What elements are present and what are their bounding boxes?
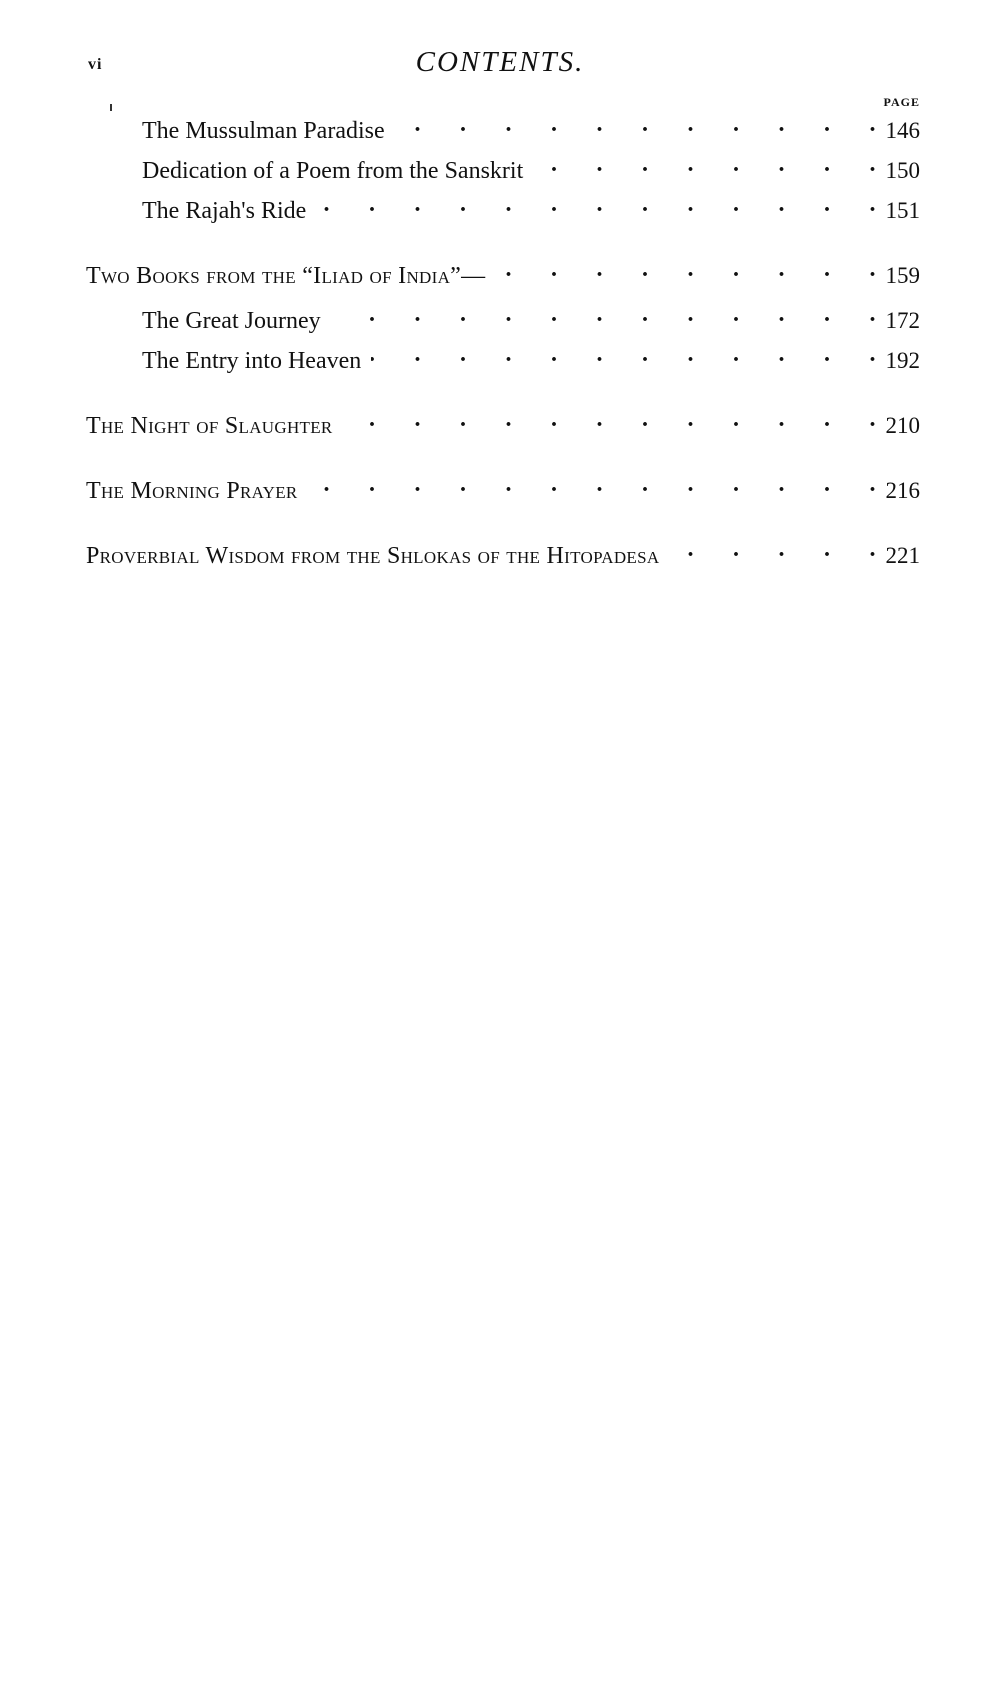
dot-leader <box>343 405 876 433</box>
entry-page-number: 216 <box>885 478 920 503</box>
toc-entry <box>142 340 920 376</box>
dot-leader <box>331 300 876 328</box>
entry-title: The Rajah's Ride <box>142 198 307 224</box>
running-head: CONTENTS. <box>415 46 585 78</box>
entry-page-number: 150 <box>885 158 920 183</box>
dot-leader <box>395 110 876 138</box>
toc-entry <box>142 300 920 336</box>
entry-title: Dedication of a Poem from the Sanskrit <box>142 158 524 184</box>
entry-title: The Night of Slaughter <box>86 413 333 439</box>
entry-title: The Morning Prayer <box>86 478 298 504</box>
entry-page-number: 151 <box>885 198 920 223</box>
toc-entry <box>86 535 920 571</box>
toc-entry <box>86 405 920 441</box>
entry-title: Two Books from the “Iliad of India”— <box>86 263 486 289</box>
entry-page-number: 159 <box>885 263 920 288</box>
entry-title: Proverbial Wisdom from the Shlokas of the Hitopadesa <box>86 543 660 569</box>
toc-entry <box>142 110 920 146</box>
toc-entry <box>86 255 920 291</box>
entry-page-number: 192 <box>885 348 920 373</box>
toc-entry <box>86 470 920 506</box>
dot-leader <box>316 190 876 218</box>
entry-title: The Mussulman Paradise <box>142 118 385 144</box>
stray-mark <box>110 104 112 111</box>
dot-leader <box>308 470 876 498</box>
entry-page-number: 210 <box>885 413 920 438</box>
entry-title: The Entry into Heaven <box>142 348 362 374</box>
entry-page-number: 172 <box>885 308 920 333</box>
dot-leader <box>495 255 876 283</box>
toc-entry <box>142 150 920 186</box>
dot-leader <box>669 535 876 563</box>
page-column-label: PAGE <box>883 95 920 109</box>
page-number: vi <box>88 56 103 73</box>
toc-entry <box>142 190 920 226</box>
entry-title: The Great Journey <box>142 308 321 334</box>
entry-page-number: 146 <box>885 118 920 143</box>
entry-page-number: 221 <box>885 543 920 568</box>
dot-leader <box>371 340 876 368</box>
dot-leader <box>533 150 876 178</box>
